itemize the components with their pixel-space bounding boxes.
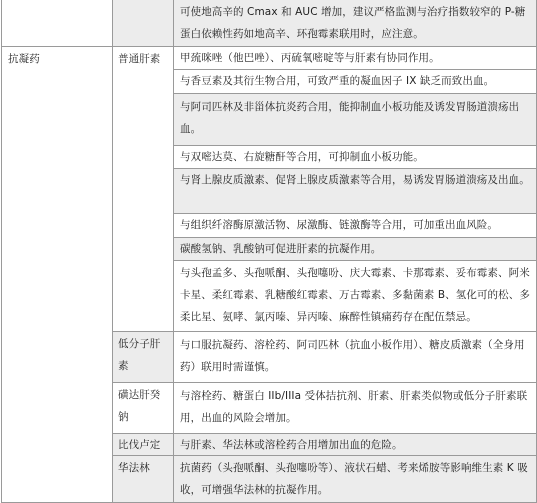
table-cell-description: 碳酸氢钠、乳酸钠可促进肝素的抗凝作用。 — [180, 243, 382, 255]
table-cell-description: 与肾上腺皮质激素、促肾上腺皮质激素等合用，易诱发胃肠道溃疡及出血。 — [180, 174, 530, 186]
table-cell-description: 甲巯咪唑（他巴唑）、丙硫氧嘧啶等与肝素有协同作用。 — [180, 52, 440, 64]
col-border — [1, 0, 2, 503]
table-cell-description: 与头孢孟多、头孢哌酮、头孢噻吩、庆大霉素、卡那霉素、妥布霉素、阿米卡星、柔红霉素、乳糖酸红霉素、万古霉素、多黏菌素 B、氢化可的松、多柔比星、氨哮、氯丙嗪、异丙嗪、麻醉性镇痛药存在配伍禁忌。 — [180, 267, 530, 323]
category-label: 抗凝药 — [8, 53, 40, 65]
table-cell-description: 与溶栓药、糖蛋白 IIb/IIIa 受体拮抗剂、肝素、肝素类似物或低分子肝素联用，出血的风险会增加。 — [180, 390, 528, 424]
drug-group-label: 华法林 — [118, 462, 150, 474]
drug-group-label: 磺达肝癸钠 — [118, 389, 161, 423]
col-border — [173, 0, 174, 503]
row-border — [112, 382, 537, 383]
row-border — [173, 260, 537, 261]
table-cell-description: 与双嘧达莫、右旋糖酐等合用，可抑制血小板功能。 — [180, 151, 424, 163]
table-cell-description: 与肝素、华法林或溶栓药合用增加出血的危险。 — [180, 439, 403, 451]
table-cell-description: 与阿司匹林及非甾体抗炎药合用，能抑制血小板功能及诱发胃肠道溃疡出血。 — [180, 101, 520, 135]
row-shade — [112, 0, 173, 46]
table-cell-description: 与组织纤溶酶原激活物、尿激酶、链激酶等合用，可加重出血风险。 — [180, 219, 498, 231]
drug-group-label: 比伐卢定 — [118, 439, 161, 451]
row-border — [173, 93, 537, 94]
col-border — [112, 0, 113, 503]
table-cell-description: 可使地高辛的 Cmax 和 AUC 增加，建议严格监测与治疗指数较窄的 P-糖蛋白依赖性药如地高辛、环孢霉素联用时，应注意。 — [180, 6, 526, 40]
table-cell-description: 与口服抗凝药、溶栓药、阿司匹林（抗血小板作用）、糖皮质激素（全身用药）联用时需谨慎。 — [180, 339, 525, 373]
table-cell-description: 抗菌药（头孢哌酮、头孢噻吩等）、液状石蜡、考来烯胺等影响维生素 K 吸收，可增强华法林的抗凝作用。 — [180, 462, 528, 496]
row-border — [112, 331, 537, 332]
drug-group-label: 普通肝素 — [118, 53, 161, 65]
drug-group-label: 低分子肝素 — [118, 338, 161, 372]
table-cell-description: 与香豆素及其衍生物合用，可致严重的凝血因子 IX 缺乏而致出血。 — [180, 75, 495, 87]
